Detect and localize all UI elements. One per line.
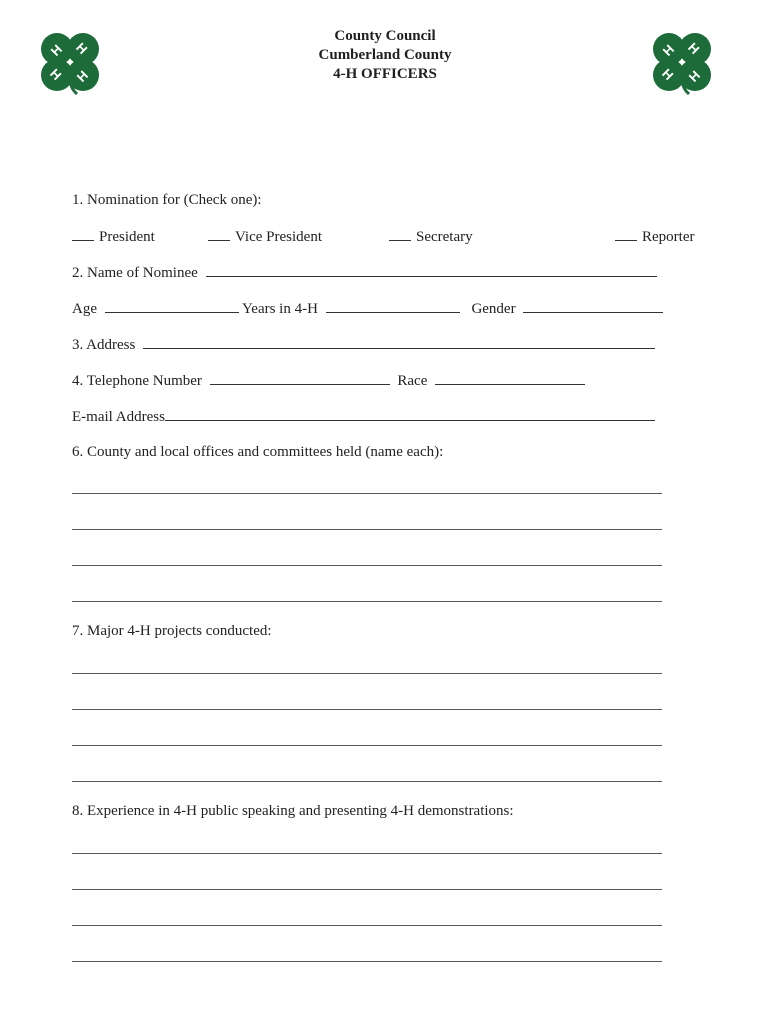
- svg-text:H: H: [47, 65, 65, 84]
- gender-field[interactable]: [523, 299, 663, 313]
- answer-line[interactable]: [72, 889, 662, 890]
- form-header: [0, 27, 770, 84]
- svg-text:H: H: [73, 67, 92, 85]
- checkbox-blank[interactable]: [615, 227, 637, 241]
- svg-text:H: H: [47, 41, 66, 59]
- answer-line[interactable]: [72, 493, 662, 494]
- telephone-field[interactable]: [210, 371, 390, 385]
- age-years-gender-row: [72, 299, 663, 318]
- answer-line[interactable]: [72, 709, 662, 710]
- question-8-label: 8. Experience in 4-H public speaking and presenting 4-H demonstrations:: [72, 803, 514, 819]
- option-vice-president[interactable]: Vice President: [208, 227, 322, 246]
- svg-text:H: H: [685, 39, 703, 58]
- answer-line[interactable]: [72, 781, 662, 782]
- address-row: [72, 335, 655, 354]
- svg-text:H: H: [685, 67, 704, 85]
- svg-text:H: H: [73, 39, 91, 58]
- option-reporter[interactable]: Reporter: [615, 227, 694, 246]
- checkbox-blank[interactable]: [389, 227, 411, 241]
- header-line-3: 4-H OFFICERS: [333, 66, 437, 82]
- nominee-label: 2. Name of Nominee: [72, 265, 198, 281]
- race-label: Race: [397, 373, 428, 389]
- email-label: E-mail Address: [72, 409, 165, 425]
- question-6-label: 6. County and local offices and committees held (name each):: [72, 444, 444, 460]
- age-label: Age: [72, 301, 97, 317]
- answer-line[interactable]: [72, 925, 662, 926]
- years-field[interactable]: [326, 299, 460, 313]
- answer-line[interactable]: [72, 853, 662, 854]
- svg-text:H: H: [659, 65, 677, 84]
- checkbox-blank[interactable]: [208, 227, 230, 241]
- address-label: 3. Address: [72, 337, 136, 353]
- svg-text:H: H: [659, 41, 678, 59]
- answer-line[interactable]: [72, 565, 662, 566]
- answer-line[interactable]: [72, 673, 662, 674]
- email-field[interactable]: [165, 407, 655, 421]
- email-row: [72, 407, 655, 426]
- answer-line[interactable]: [72, 601, 662, 602]
- telephone-race-row: [72, 371, 585, 390]
- option-secretary[interactable]: Secretary: [389, 227, 473, 246]
- header-line-2: Cumberland County: [318, 47, 452, 63]
- answer-line[interactable]: [72, 961, 662, 962]
- question-7-label: 7. Major 4-H projects conducted:: [72, 623, 272, 639]
- header-line-1: County Council: [334, 28, 436, 44]
- address-field[interactable]: [143, 335, 655, 349]
- years-label: Years in 4-H: [241, 301, 318, 317]
- nominee-row: [72, 263, 657, 282]
- answer-line[interactable]: [72, 529, 662, 530]
- telephone-label: 4. Telephone Number: [72, 373, 202, 389]
- option-president[interactable]: President: [72, 227, 155, 246]
- race-field[interactable]: [435, 371, 585, 385]
- age-field[interactable]: [105, 299, 239, 313]
- nominee-field[interactable]: [206, 263, 657, 277]
- gender-label: Gender: [471, 301, 516, 317]
- question-1-label: 1. Nomination for (Check one):: [72, 192, 262, 208]
- checkbox-blank[interactable]: [72, 227, 94, 241]
- answer-line[interactable]: [72, 745, 662, 746]
